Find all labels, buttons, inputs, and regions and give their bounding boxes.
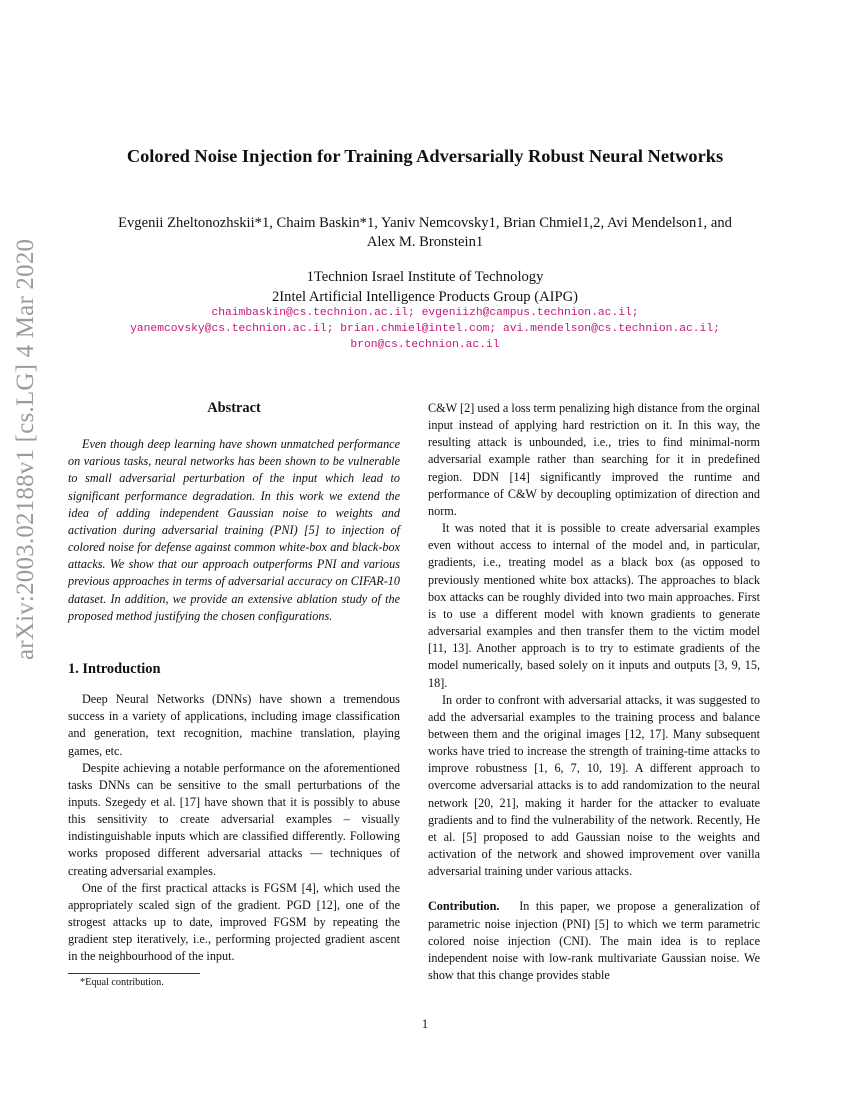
- email-line[interactable]: chaimbaskin@cs.technion.ac.il; evgeniizh@campus.technion.ac.il;: [211, 307, 639, 319]
- email-line[interactable]: bron@cs.technion.ac.il: [350, 339, 500, 351]
- left-column: [68, 400, 400, 966]
- intro-paragraph: Despite achieving a notable performance on the aforementioned tasks DNNs can be sensitive to the small perturbations of the inputs. Szegedy et al. [17] have shown that it is possibly to abuse this sensitivity to create adversarial examples – visually indistinguishable inputs which are classified differently. Following works proposed different adversarial attacks — techniques of creating adversarial examples.: [68, 760, 400, 878]
- contribution-text: In this paper, we propose a generalization of parametric noise injection (PNI) [5] to which we term parametric colored noise injection (CNI). The main idea is to replace independent noise with low-rank multivariate Gaussian noise. We show that this change provides stable: [428, 899, 760, 982]
- section-heading-introduction: 1. Introduction: [68, 660, 161, 677]
- contribution-label: Contribution.: [428, 899, 500, 914]
- footnote-divider: [68, 973, 200, 974]
- affiliation-technion: 1Technion Israel Institute of Technology: [306, 269, 544, 285]
- abstract-text: Even though deep learning have shown unmatched performance on various tasks, neural networks has been shown to be vulnerable to small adversarial perturbation of the input which lead to significant performance degradation. In this work we extend the idea of adding independent Gaussian noise to weights and activation during adversarial training (PNI) [5] to injection of colored noise for defense against common white-box and black-box attacks. We show that our approach outperforms PNI and various previous approaches in terms of adversarial accuracy on CIFAR-10 dataset. In addition, we provide an extensive ablation study of the proposed method justifying the chosen configurations.: [68, 437, 400, 623]
- author-list: [60, 214, 790, 252]
- right-column: [428, 400, 760, 984]
- arxiv-identifier: arXiv:2003.02188v1 [cs.LG] 4 Mar 2020: [12, 238, 39, 660]
- paper-title: Colored Noise Injection for Training Adversarially Robust Neural Networks: [126, 146, 724, 166]
- abstract-heading: Abstract: [207, 400, 261, 416]
- body-paragraph: C&W [2] used a loss term penalizing high distance from the orginal input instead of applying hard restriction on it. In this way, the resulting attack is unbounded, i.e., tries to find minimal-norm adversarial example rather than searching for it in predefined region. DDN [14] significantly improved the runtime and performance of C&W by decoupling optimization of direction and norm.: [428, 401, 760, 518]
- affiliation-intel: 2Intel Artificial Intelligence Products Group (AIPG): [272, 289, 578, 305]
- email-line[interactable]: yanemcovsky@cs.technion.ac.il; brian.chmiel@intel.com; avi.mendelson@cs.technion.ac.il;: [130, 323, 720, 335]
- page-number: 1: [421, 1017, 429, 1031]
- email-list: [60, 305, 790, 353]
- body-paragraph: It was noted that it is possible to create adversarial examples even without access to internal of the model and, in particular, gradients, i.e., treating model as a black box (as opposed to previously mentioned white box attacks). The approaches to black box attacks can be roughly divided into two main approaches. First is to use a different model with known gradients to generate adversarial examples and then transfer them to the victim model [11, 13]. Another approach is to try to estimate gradients of the model numerically, based solely on it inputs and outputs [3, 9, 15, 18].: [428, 521, 760, 690]
- intro-paragraph: One of the first practical attacks is FGSM [4], which used the appropriately scaled sign of the gradient. PGD [12], one of the strogest attacks up to date, improved FGSM by repeating the gradient step iteratively, i.e., performing projected gradient ascent in the neighbourhood of the input.: [68, 880, 400, 964]
- author-line-1: Evgenii Zheltonozhskii*1, Chaim Baskin*1, Yaniv Nemcovsky1, Brian Chmiel1,2, Avi Mendelson1, and: [118, 215, 732, 231]
- body-paragraph: In order to confront with adversarial attacks, it was suggested to add the adversarial examples to the training process and balance between them and the original images [12, 17]. Many subsequent works have tried to increase the strength of training-time attacks to improve robustness [1, 6, 7, 10, 19]. A different approach to overcome adversarial attacks is to add randomization to the neural network [20, 21], making it harder for the attacker to evaluate gradients and to find the vulnerability of the network. Recently, He et al. [5] proposed to add Gaussian noise to the weights and activation of the network and showed improvement over vanilla adversarial training under various attacks.: [428, 692, 760, 879]
- author-line-2: Alex M. Bronstein1: [366, 234, 484, 250]
- intro-paragraph: Deep Neural Networks (DNNs) have shown a tremendous success in a variety of applications, including image classification and generation, text recognition, machine translation, playing games, etc.: [68, 692, 400, 758]
- contribution-paragraph: [428, 898, 760, 984]
- affiliations: [60, 267, 790, 307]
- paragraph-spacer: [428, 880, 760, 898]
- footnote: *Equal contribution.: [80, 977, 164, 988]
